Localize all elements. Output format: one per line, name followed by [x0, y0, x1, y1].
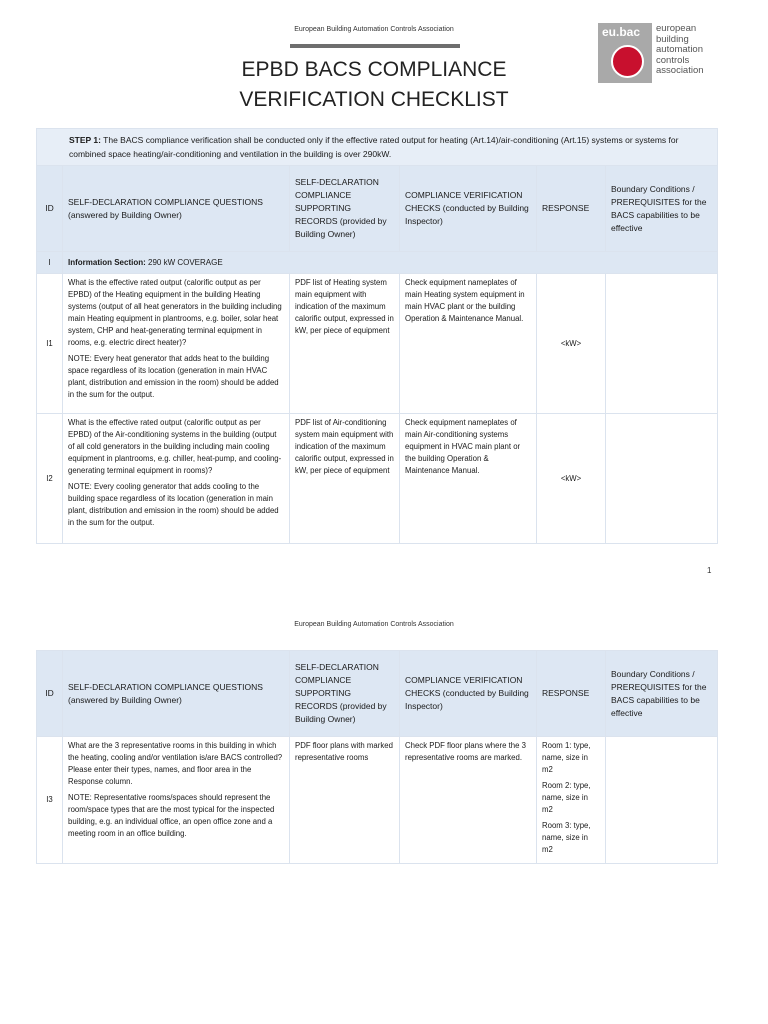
row-response [537, 737, 606, 864]
table-row [37, 414, 718, 544]
row-checks: Check equipment nameplates of main Heating system equipment in main HVAC plant or the building Operation & Maintenance Manual. [400, 274, 537, 414]
col-header-response: RESPONSE [537, 166, 606, 252]
row-records: PDF list of Heating system main equipment with indication of the maximum calorific output, expressed in kW, per piece of equipment [290, 274, 400, 414]
row-id: I2 [37, 414, 63, 544]
row-checks: Check equipment nameplates of main Air-conditioning systems equipment in HVAC main plant or the building Operation & Maintenance Manual. [400, 414, 537, 544]
info-id: I [37, 252, 63, 274]
association-name: European Building Automation Controls Association [294, 26, 454, 33]
row-checks: Check PDF floor plans where the 3 representative rooms are marked. [400, 737, 537, 864]
document-title-line1: EPBD BACS COMPLIANCE [241, 58, 507, 81]
info-label: Information Section: [68, 258, 146, 267]
col-header-records: SELF-DECLARATION COMPLIANCE SUPPORTING RECORDS (provided by Building Owner) [290, 651, 400, 737]
col-header-boundary: Boundary Conditions / PREREQUISITES for the BACS capabilities to be effective [606, 651, 718, 737]
response-room2: Room 2: type, name, size in m2 [542, 781, 591, 814]
row-id: I3 [37, 737, 63, 864]
row-response: <kW> [537, 274, 606, 414]
response-room1: Room 1: type, name, size in m2 [542, 741, 591, 774]
table-header-row [37, 166, 718, 252]
info-value: 290 kW COVERAGE [145, 258, 223, 267]
question-note: NOTE: Representative rooms/spaces should represent the room/space types that are the most typical for the inspected building, e.g. an individual office, an open office zone and a meeting room in an office building. [68, 793, 275, 838]
info-section-row [37, 252, 718, 274]
step-row [37, 129, 718, 166]
association-name-page2: European Building Automation Controls Association [294, 621, 454, 628]
step-label: STEP 1: [69, 135, 101, 145]
checklist-table-page1 [36, 128, 718, 544]
logo-word: european [656, 23, 697, 34]
response-room3: Room 3: type, name, size in m2 [542, 821, 591, 854]
col-header-response: RESPONSE [537, 651, 606, 737]
table-row [37, 274, 718, 414]
question-text: What is the effective rated output (calorific output as per EPBD) of the Air-conditioning systems in the building (output of all cold generators in the building including main cooling equipment in plantrooms, e.g. chiller, heat-pump, and cooling-generating terminal equipment in rooms)? [68, 418, 282, 475]
logo-word: automation [656, 44, 704, 56]
row-id: I1 [37, 274, 63, 414]
logo-word: association [656, 65, 704, 77]
row-question [63, 274, 290, 414]
row-records: PDF floor plans with marked representative rooms [290, 737, 400, 864]
logo-circle-icon [611, 45, 644, 78]
col-header-questions: SELF-DECLARATION COMPLIANCE QUESTIONS (answered by Building Owner) [63, 166, 290, 252]
col-header-checks: COMPLIANCE VERIFICATION CHECKS (conducted by Building Inspector) [400, 651, 537, 737]
row-response: <kW> [537, 414, 606, 544]
table-header-row [37, 651, 718, 737]
document-title-line2: VERIFICATION CHECKLIST [239, 88, 509, 111]
question-note: NOTE: Every heat generator that adds heat to the building space regardless of its location (generation in main HVAC plant, distribution and emission in the room) should be added in the sum for the output. [68, 354, 279, 399]
row-question [63, 414, 290, 544]
row-records: PDF list of Air-conditioning system main equipment with indication of the maximum calorific output, expressed in kW, per piece of equipment [290, 414, 400, 544]
eubac-logo [598, 23, 708, 85]
col-header-questions: SELF-DECLARATION COMPLIANCE QUESTIONS (answered by Building Owner) [63, 651, 290, 737]
step-text: The BACS compliance verification shall be conducted only if the effective rated output for heating (Art.14)/air-conditioning (Art.15) systems or systems for combined space heating/air-conditioning and ventilation in the building is over 290kW. [69, 135, 679, 159]
question-text: What are the 3 representative rooms in this building in which the heating, cooling and/or ventilation is/are BACS controlled? Please enter their types, names, and floor area in the Response column. [68, 741, 283, 786]
row-boundary [606, 414, 718, 544]
header-rule [290, 44, 460, 48]
question-note: NOTE: Every cooling generator that adds cooling to the building space regardless of its location (generation in main plant, distribution and emission in the room) should be added in the sum for the output. [68, 482, 279, 527]
page-number: 1 [707, 566, 712, 575]
step-cell [37, 129, 718, 166]
col-header-records: SELF-DECLARATION COMPLIANCE SUPPORTING RECORDS (provided by Building Owner) [290, 166, 400, 252]
row-question [63, 737, 290, 864]
checklist-table-page2 [36, 650, 718, 864]
logo-mark-box [598, 23, 652, 83]
logo-word: controls [656, 54, 690, 66]
col-header-id: ID [37, 651, 63, 737]
col-header-checks: COMPLIANCE VERIFICATION CHECKS (conducted by Building Inspector) [400, 166, 537, 252]
logo-mark-text: eu.bac [602, 25, 641, 39]
logo-wordmark [656, 24, 704, 77]
table-row [37, 737, 718, 864]
col-header-boundary: Boundary Conditions / PREREQUISITES for the BACS capabilities to be effective [606, 166, 718, 252]
col-header-id: ID [37, 166, 63, 252]
question-text: What is the effective rated output (calorific output as per EPBD) of the Heating equipment in the building Heating systems (output of all heat generators in the building including main Heating equipment in plantrooms, e.g. boiler, solar heat system, CHP and heat-generating terminal equipment in rooms, e.g. electric direct heater)? [68, 278, 282, 347]
logo-word: building [656, 33, 689, 45]
row-boundary [606, 274, 718, 414]
row-boundary [606, 737, 718, 864]
info-section-cell [63, 252, 718, 274]
